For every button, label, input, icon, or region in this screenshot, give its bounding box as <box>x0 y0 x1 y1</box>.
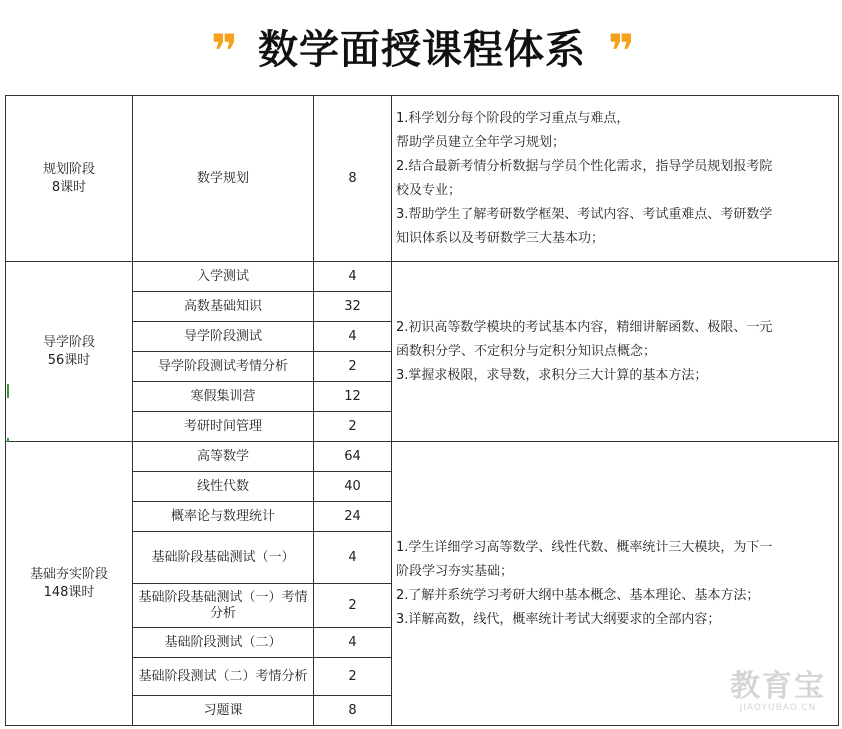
course-name: 入学测试 <box>133 262 314 292</box>
stage-name: 导学阶段 <box>42 334 95 350</box>
stage-hours: 8课时 <box>51 179 87 195</box>
watermark-logo <box>730 671 826 713</box>
course-name: 习题课 <box>133 696 314 726</box>
course-hours: 64 <box>314 442 392 472</box>
description-line: 阶段学习夯实基础； <box>396 563 514 579</box>
course-name: 导学阶段测试 <box>133 322 314 352</box>
table-row <box>6 442 839 472</box>
stage-hours: 56课时 <box>47 352 91 368</box>
accent-mark <box>7 438 9 442</box>
stage-description <box>392 96 839 262</box>
description-line: 3.掌握求极限，求导数，求积分三大计算的基本方法； <box>396 367 708 383</box>
description-line: 函数积分学、不定积分与定积分知识点概念； <box>396 343 657 359</box>
stage-description <box>392 262 839 442</box>
stage-cell <box>6 442 133 726</box>
course-hours: 4 <box>314 628 392 658</box>
description-line: 2.了解并系统学习考研大纲中基本概念、基本理论、基本方法； <box>396 587 760 603</box>
course-name: 高等数学 <box>133 442 314 472</box>
course-hours: 4 <box>314 532 392 584</box>
table-row <box>6 262 839 292</box>
course-hours: 24 <box>314 502 392 532</box>
description-line: 知识体系以及考研数学三大基本功； <box>396 230 605 246</box>
course-name: 考研时间管理 <box>133 412 314 442</box>
stage-cell <box>6 262 133 442</box>
description-line: 校及专业； <box>396 182 462 198</box>
description-line: 3.详解高数，线代，概率统计考试大纲要求的全部内容； <box>396 611 721 627</box>
course-name: 高数基础知识 <box>133 292 314 322</box>
course-hours: 2 <box>314 584 392 628</box>
description-line: 2.结合最新考情分析数据与学员个性化需求，指导学员规划报考院 <box>396 158 773 174</box>
curriculum-table <box>5 95 839 726</box>
course-hours: 32 <box>314 292 392 322</box>
course-name: 寒假集训营 <box>133 382 314 412</box>
course-name: 导学阶段测试考情分析 <box>133 352 314 382</box>
course-name: 线性代数 <box>133 472 314 502</box>
description-line: 1.科学划分每个阶段的学习重点与难点， <box>396 110 630 126</box>
description-line: 1.学生详细学习高等数学、线性代数、概率统计三大模块，为下一 <box>396 539 773 555</box>
course-name: 基础阶段基础测试（一）考情分析 <box>133 584 314 628</box>
page-title: 数学面授课程体系 <box>258 26 586 73</box>
course-hours: 2 <box>314 658 392 696</box>
course-hours: 8 <box>314 96 392 262</box>
watermark-url: JIAOYUBAO.CN <box>739 703 817 713</box>
course-hours: 2 <box>314 352 392 382</box>
course-hours: 4 <box>314 262 392 292</box>
course-hours: 2 <box>314 412 392 442</box>
course-name: 基础阶段测试（二）考情分析 <box>133 658 314 696</box>
course-hours: 12 <box>314 382 392 412</box>
stage-name: 规划阶段 <box>42 161 95 177</box>
description-line: 2.初识高等数学模块的考试基本内容，精细讲解函数、极限、一元 <box>396 319 773 335</box>
course-hours: 8 <box>314 696 392 726</box>
table-row <box>6 96 839 262</box>
course-name: 基础阶段基础测试（一） <box>133 532 314 584</box>
course-hours: 40 <box>314 472 392 502</box>
course-name: 概率论与数理统计 <box>133 502 314 532</box>
stage-cell <box>6 96 133 262</box>
course-name: 数学规划 <box>133 96 314 262</box>
watermark-text: 教育宝 <box>730 669 826 704</box>
quote-mark-right-icon: ❞ <box>608 24 631 78</box>
description-line: 帮助学员建立全年学习规划； <box>396 134 566 150</box>
course-hours: 4 <box>314 322 392 352</box>
description-line: 3.帮助学生了解考研数学框架、考试内容、考试重难点、考研数学 <box>396 206 773 222</box>
quote-mark-left-icon: ❞ <box>211 24 234 78</box>
stage-hours: 148课时 <box>43 584 95 600</box>
stage-name: 基础夯实阶段 <box>29 566 108 582</box>
course-name: 基础阶段测试（二） <box>133 628 314 658</box>
page-header <box>0 0 842 92</box>
accent-mark <box>7 384 9 398</box>
